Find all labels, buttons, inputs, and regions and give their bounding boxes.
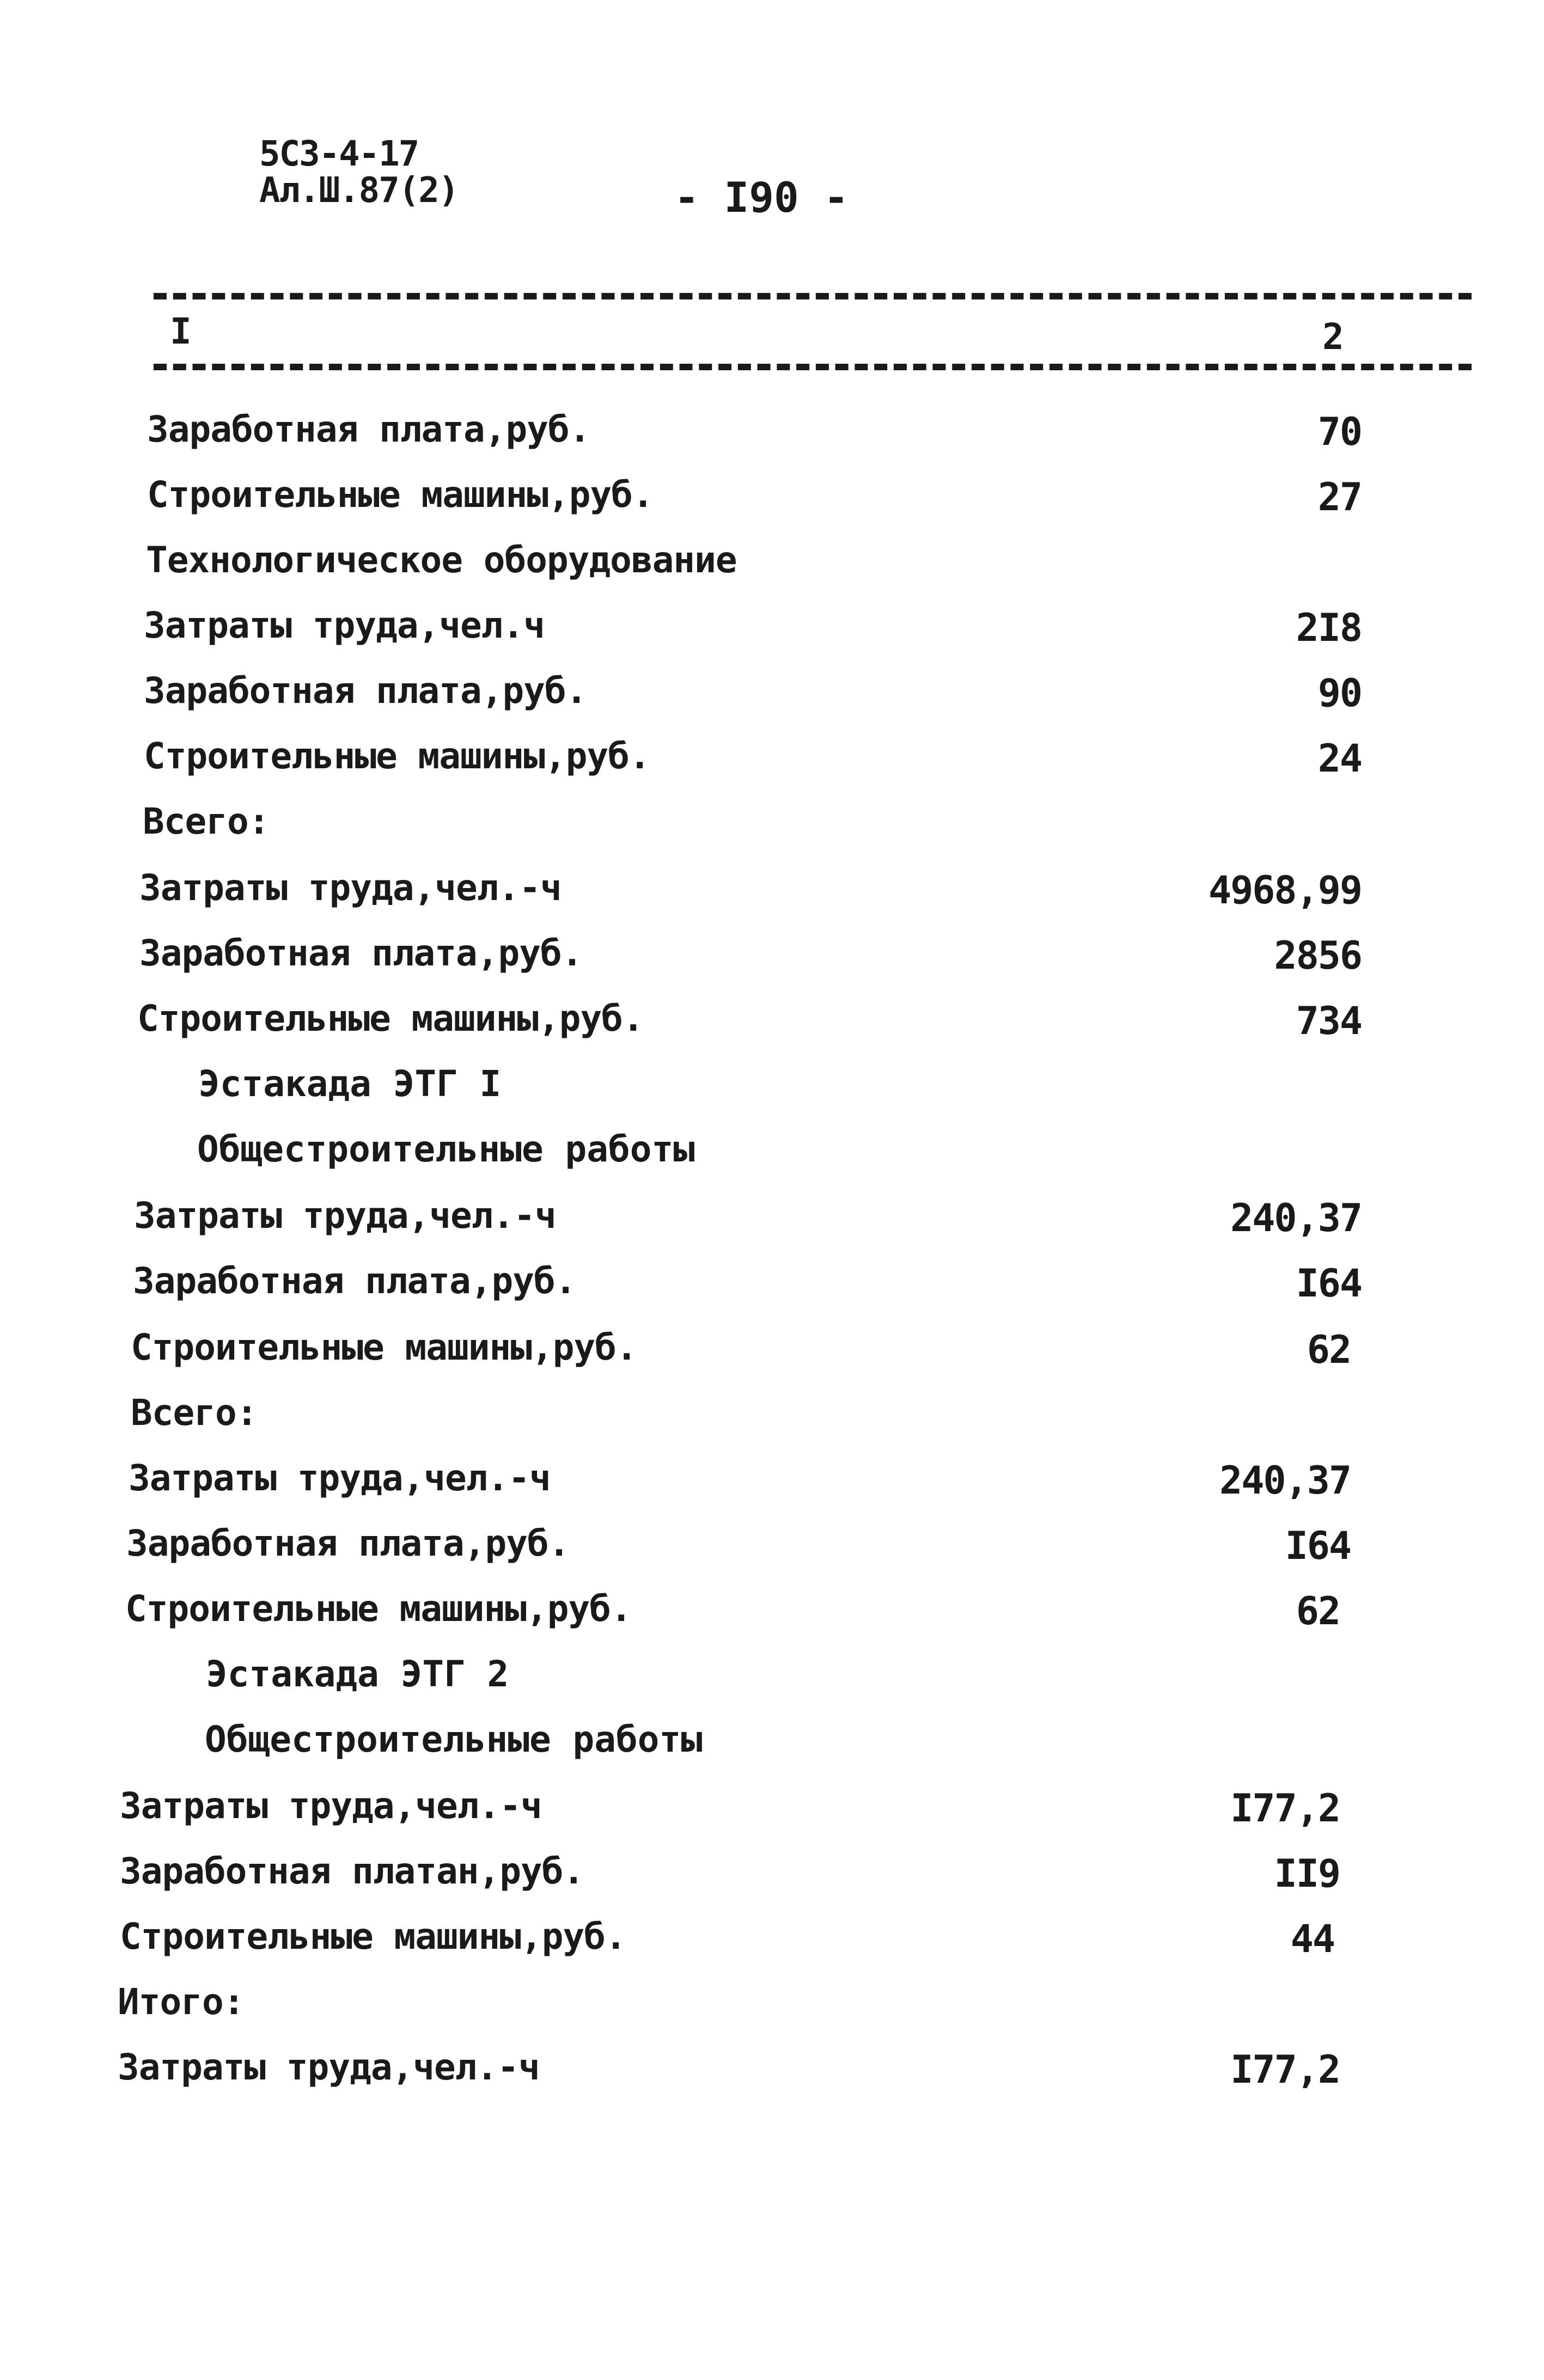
section-heading: Эстакада ЭТГ I [198,1063,502,1105]
table-row-label: Технологическое оборудование [146,539,737,581]
table-row-value: I77,2 [1230,1786,1340,1831]
page-number: - I90 - [674,173,849,222]
table-row-label: Строительные машины,руб. [137,998,644,1039]
table-row-value: 734 [1296,999,1362,1043]
table-row-label: Заработная плата,руб. [147,408,590,450]
table-row-label: Затраты труда,чел.-ч [129,1457,551,1499]
table-row-label: Строительные машины,руб. [147,474,654,516]
table-row-label: Затраты труда,чел.-ч [139,867,562,909]
table-row-value: 70 [1317,409,1362,454]
table-row-value: 240,37 [1230,1196,1362,1240]
table-row-label: Строительные машины,руб. [144,735,650,777]
table-row-value: 62 [1296,1589,1340,1633]
table-row-label: Строительные машины,руб. [120,1916,626,1957]
table-row-label: Заработная плата,руб. [133,1260,576,1302]
doc-code-line2: Ал.Ш.87(2) [259,170,459,211]
table-header-bottom-rule [154,364,1472,370]
table-row-value: 4968,99 [1208,868,1362,913]
table-row-value: I64 [1285,1524,1351,1568]
table-row-value: 62 [1307,1327,1351,1372]
table-row-label: Итого: [118,1981,245,2023]
table-row-value: 27 [1317,475,1362,519]
table-row-value: I77,2 [1230,2047,1340,2092]
table-row-value: 90 [1317,671,1362,715]
table-row-label: Затраты труда,чел.-ч [120,1785,542,1827]
document-code [259,136,458,209]
table-top-rule [154,293,1472,299]
section-subheading: Общестроительные работы [197,1128,695,1170]
table-row-value: 24 [1317,736,1362,781]
table-row-label: Заработная плата,руб. [139,932,583,974]
column-header-2: 2 [1322,316,1344,358]
table-row-value: 2856 [1274,933,1362,978]
table-row-value: 2I8 [1296,605,1362,650]
section-heading: Эстакада ЭТГ 2 [206,1653,509,1695]
table-row-value: II9 [1274,1851,1340,1896]
table-row-label: Всего: [131,1392,258,1434]
table-row-label: Заработная платан,руб. [120,1850,584,1892]
table-row-label: Затраты труда,чел.-ч [134,1195,556,1237]
table-row-label: Строительные машины,руб. [125,1588,632,1630]
table-row-label: Заработная плата,руб. [144,670,587,712]
doc-code-line1: 5С3-4-17 [259,134,419,174]
column-header-1: I [170,310,192,352]
table-row-value: 44 [1290,1917,1334,1961]
table-row-label: Строительные машины,руб. [131,1326,637,1368]
table-row-label: Затраты труда,чел.ч [144,604,545,646]
section-subheading: Общестроительные работы [205,1718,703,1760]
table-row-value: I64 [1296,1261,1362,1306]
table-row-label: Затраты труда,чел.-ч [118,2046,540,2088]
table-row-label: Всего: [143,800,270,842]
table-row-value: 240,37 [1219,1458,1351,1503]
table-row-label: Заработная плата,руб. [126,1522,570,1564]
